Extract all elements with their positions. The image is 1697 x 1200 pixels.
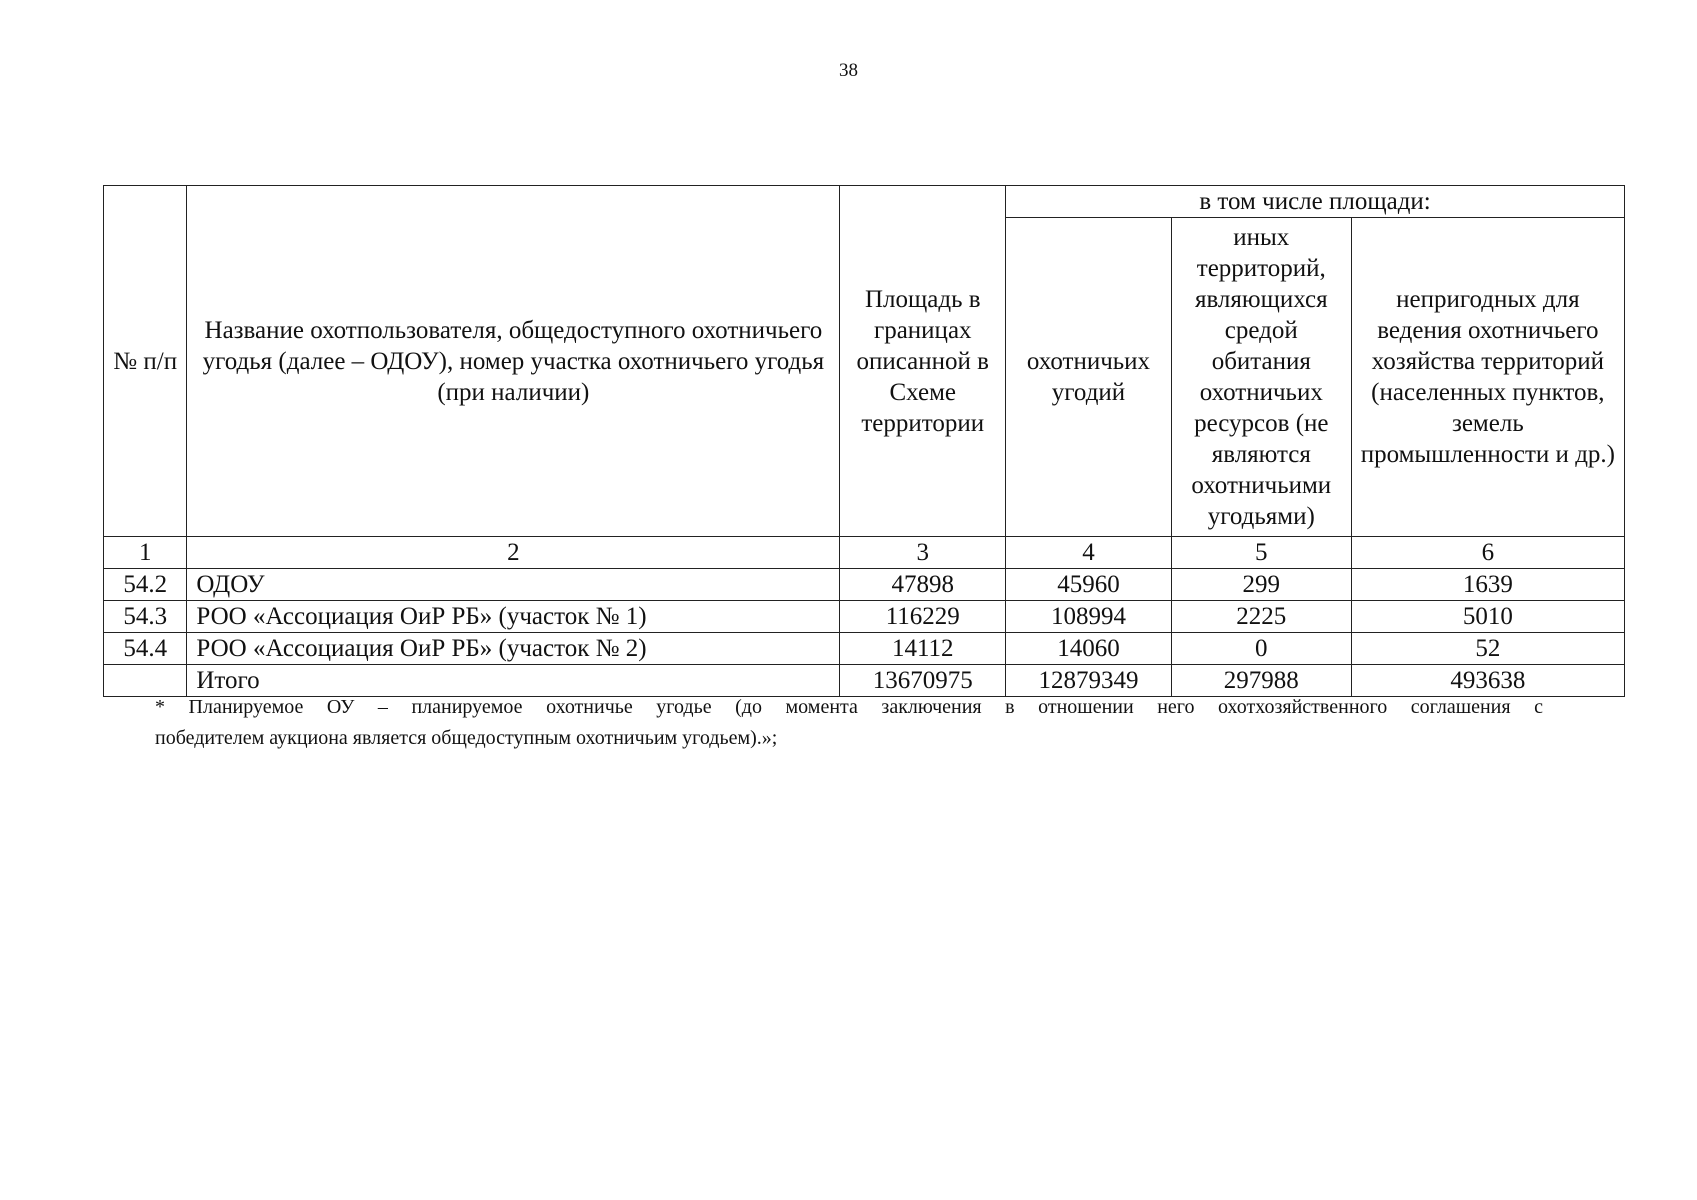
total-hunting: 12879349 — [1006, 665, 1172, 697]
page-number: 38 — [839, 60, 858, 81]
row-unsuitable: 5010 — [1351, 601, 1624, 633]
row-unsuitable: 52 — [1351, 633, 1624, 665]
header-num: № п/п — [104, 186, 187, 537]
row-unsuitable: 1639 — [1351, 569, 1624, 601]
header-name: Название охотпользователя, общедоступного охотничьего угодья (далее – ОДОУ), номер участка охотничьего угодья (при наличии) — [187, 186, 840, 537]
header-row-top — [104, 186, 1625, 218]
row-hunting: 14060 — [1006, 633, 1172, 665]
row-area: 116229 — [840, 601, 1006, 633]
row-num: 54.3 — [104, 601, 187, 633]
table-row — [104, 633, 1625, 665]
header-area: Площадь в границах описанной в Схеме территории — [840, 186, 1006, 537]
row-hunting: 108994 — [1006, 601, 1172, 633]
table-row — [104, 569, 1625, 601]
column-number: 1 — [104, 537, 187, 569]
column-number: 4 — [1006, 537, 1172, 569]
total-unsuitable: 493638 — [1351, 665, 1624, 697]
total-area: 13670975 — [840, 665, 1006, 697]
header-group: в том числе площади: — [1006, 186, 1625, 218]
footnote-line-1: * Планируемое ОУ – планируемое охотничье угодье (до момента заключения в отношении него охотхозяйственного соглашения с — [155, 696, 1543, 718]
row-other: 299 — [1171, 569, 1351, 601]
column-number: 2 — [187, 537, 840, 569]
total-label: Итого — [187, 665, 840, 697]
row-name: ОДОУ — [187, 569, 840, 601]
hunting-areas-table — [103, 185, 1625, 697]
header-unsuitable: непригодных для ведения охотничьего хозяйства территорий (населенных пунктов, земель промышленности и др.) — [1351, 218, 1624, 537]
footnote-line-2: победителем аукциона является общедоступным охотничьим угодьем).»; — [155, 727, 778, 749]
table-row — [104, 601, 1625, 633]
row-other: 0 — [1171, 633, 1351, 665]
header-other: иных территорий, являющихся средой обитания охотничьих ресурсов (не являются охотничьими угодьями) — [1171, 218, 1351, 537]
total-other: 297988 — [1171, 665, 1351, 697]
header-hunting: охотничьих угодий — [1006, 218, 1172, 537]
row-hunting: 45960 — [1006, 569, 1172, 601]
column-number: 3 — [840, 537, 1006, 569]
column-number: 5 — [1171, 537, 1351, 569]
row-other: 2225 — [1171, 601, 1351, 633]
column-number: 6 — [1351, 537, 1624, 569]
row-area: 47898 — [840, 569, 1006, 601]
hunting-areas-table-container — [103, 185, 1625, 697]
column-number-row — [104, 537, 1625, 569]
row-num: 54.2 — [104, 569, 187, 601]
row-area: 14112 — [840, 633, 1006, 665]
row-name: РОО «Ассоциация ОиР РБ» (участок № 1) — [187, 601, 840, 633]
footnote — [155, 692, 1543, 754]
row-num: 54.4 — [104, 633, 187, 665]
row-name: РОО «Ассоциация ОиР РБ» (участок № 2) — [187, 633, 840, 665]
